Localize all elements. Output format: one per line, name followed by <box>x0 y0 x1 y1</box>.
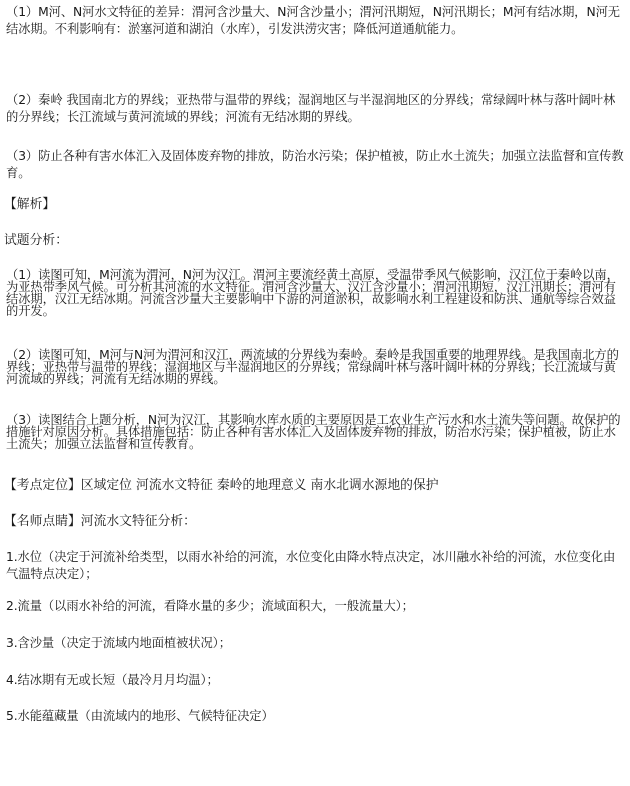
mingshi-item-3: 3.含沙量（决定于流域内地面植被状况）； <box>6 636 231 650</box>
answer-paragraph-1: （1）M河、N河水文特征的差异：渭河含沙量大、N河含沙量小；渭河汛期短，N河汛期长；M河有结冰期，N河无结冰期。不利影响有：淤塞河道和湖泊（水库），引发洪涝灾害；降低河道通航能力。 <box>6 5 620 36</box>
answer-paragraph-3: （3）防止各种有害水体汇入及固体废弃物的排放，防治水污染；保护植被，防止水土流失；加强立法监督和宣传教育。 <box>6 149 624 180</box>
analysis-heading: 【解析】 <box>4 197 56 212</box>
answer-paragraph-2: （2）秦岭 我国南北方的界线；亚热带与温带的界线；湿润地区与半湿润地区的分界线；常绿阔叶林与落叶阔叶林的分界线；长江流域与黄河流域的界线；河流有无结冰期的界线。 <box>6 93 616 124</box>
mingshi-item-5: 5.水能蕴藏量（由流域内的地形、气候特征决定） <box>6 709 274 723</box>
mingshi-item-4: 4.结冰期有无或长短（最冷月月均温）； <box>6 673 219 687</box>
mingshi-heading: 【名师点睛】河流水文特征分析： <box>4 514 196 529</box>
kaodian-line: 【考点定位】区域定位 河流水文特征 秦岭的地理意义 南水北调水源地的保护 <box>4 478 439 493</box>
analysis-intro: 试题分析： <box>4 233 68 248</box>
mingshi-item-2: 2.流量（以雨水补给的河流，看降水量的多少；流域面积大，一般流量大）； <box>6 599 414 613</box>
analysis-paragraph-2: （2）读图可知，M河与N河为渭河和汉江，两流域的分界线为秦岭。秦岭是我国重要的地理界线。是我国南北方的界线；亚热带与温带的界线；湿润地区与半湿润地区的分界线；常绿阔叶林与落叶阔叶林的分界线；长江流域与黄河流域的界线；河流有无结冰期的界线。 <box>6 348 619 386</box>
analysis-paragraph-1: （1）读图可知，M河流为渭河，N河为汉江。渭河主要流经黄土高原，受温带季风气候影响，汉江位于秦岭以南，为亚热带季风气候。可分析其河流的水文特征。渭河含沙量大、汉江含沙量小；渭河汛期短，汉江汛期长；渭河有结冰期，汉江无结冰期。河流含沙量大主要影响中下游的河道淤积，故影响水利工程建设和防洪、通航等综合效益的开发。 <box>6 268 619 318</box>
analysis-paragraph-3: （3）读图结合上题分析，N河为汉江，其影响水库水质的主要原因是工农业生产污水和水土流失等问题。故保护的措施针对原因分析。具体措施包括：防止各种有害水体汇入及固体废弃物的排放，防治水污染；保护植被，防止水土流失；加强立法监督和宣传教育。 <box>6 413 621 451</box>
mingshi-item-1: 1.水位（决定于河流补给类型，以雨水补给的河流，水位变化由降水特点决定，冰川融水补给的河流，水位变化由气温特点决定）； <box>6 550 616 581</box>
